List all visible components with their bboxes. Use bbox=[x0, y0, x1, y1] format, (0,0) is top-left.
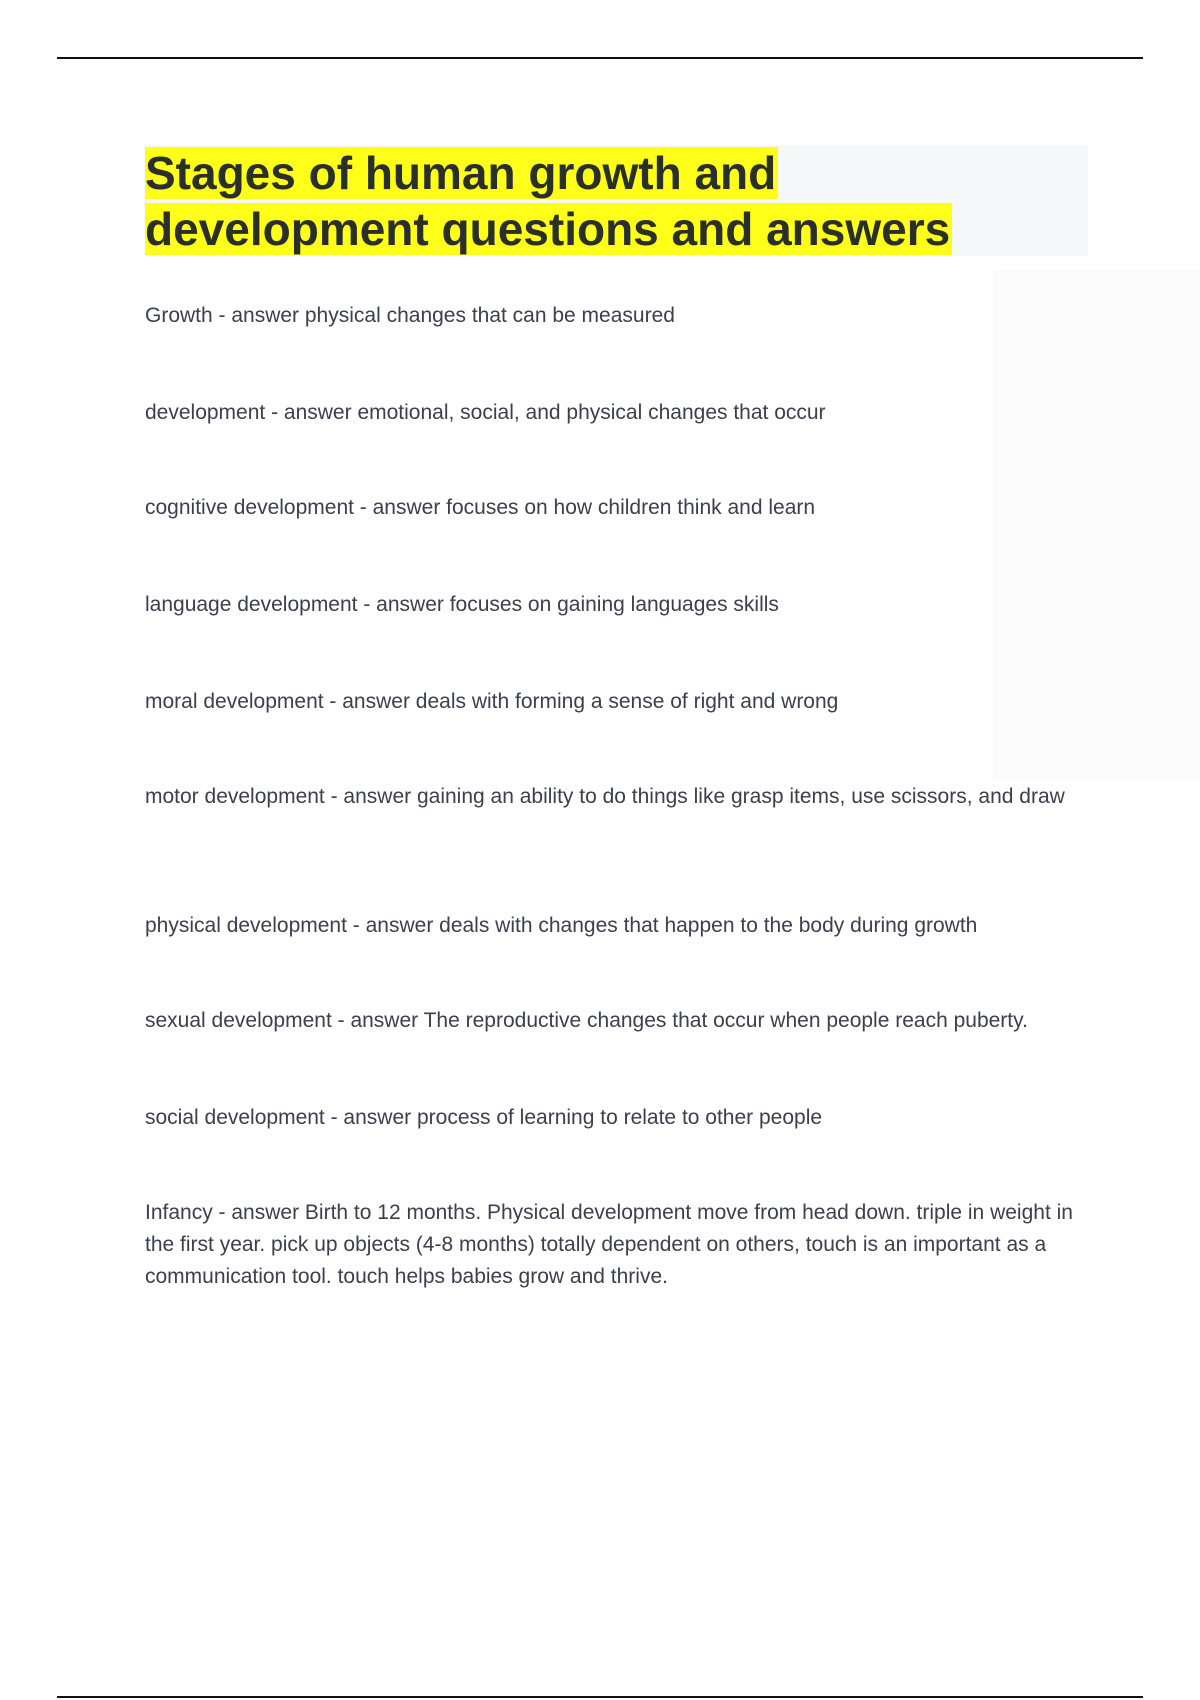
qa-item-motor-development: motor development - answer gaining an ability to do things like grasp items, use scissors, and draw bbox=[145, 785, 1065, 808]
title-line-1: Stages of human growth and bbox=[145, 147, 777, 199]
title-block bbox=[145, 145, 1088, 256]
qa-item-development: development - answer emotional, social, and physical changes that occur bbox=[145, 401, 826, 424]
qa-item-language-development: language development - answer focuses on gaining languages skills bbox=[145, 593, 779, 616]
qa-item-infancy: Infancy - answer Birth to 12 months. Physical development move from head down. triple in weight in the first year. pick up objects (4-8 months) totally dependent on others, touch is an important as a communication tool. touch helps babies grow and thrive. bbox=[145, 1201, 1073, 1288]
top-divider bbox=[57, 57, 1143, 59]
title-line-2: development questions and answers bbox=[145, 203, 951, 255]
page-title bbox=[145, 145, 1088, 257]
qa-item-sexual-development: sexual development - answer The reproductive changes that occur when people reach puberty. bbox=[145, 1009, 1028, 1032]
qa-item-moral-development: moral development - answer deals with forming a sense of right and wrong bbox=[145, 690, 839, 713]
qa-item-cognitive-development: cognitive development - answer focuses on how children think and learn bbox=[145, 496, 816, 519]
qa-item-social-development: social development - answer process of learning to relate to other people bbox=[145, 1106, 823, 1129]
bottom-divider bbox=[57, 1696, 1143, 1698]
qa-item-growth: Growth - answer physical changes that can be measured bbox=[145, 304, 675, 327]
qa-item-physical-development: physical development - answer deals with changes that happen to the body during growth bbox=[145, 914, 978, 937]
